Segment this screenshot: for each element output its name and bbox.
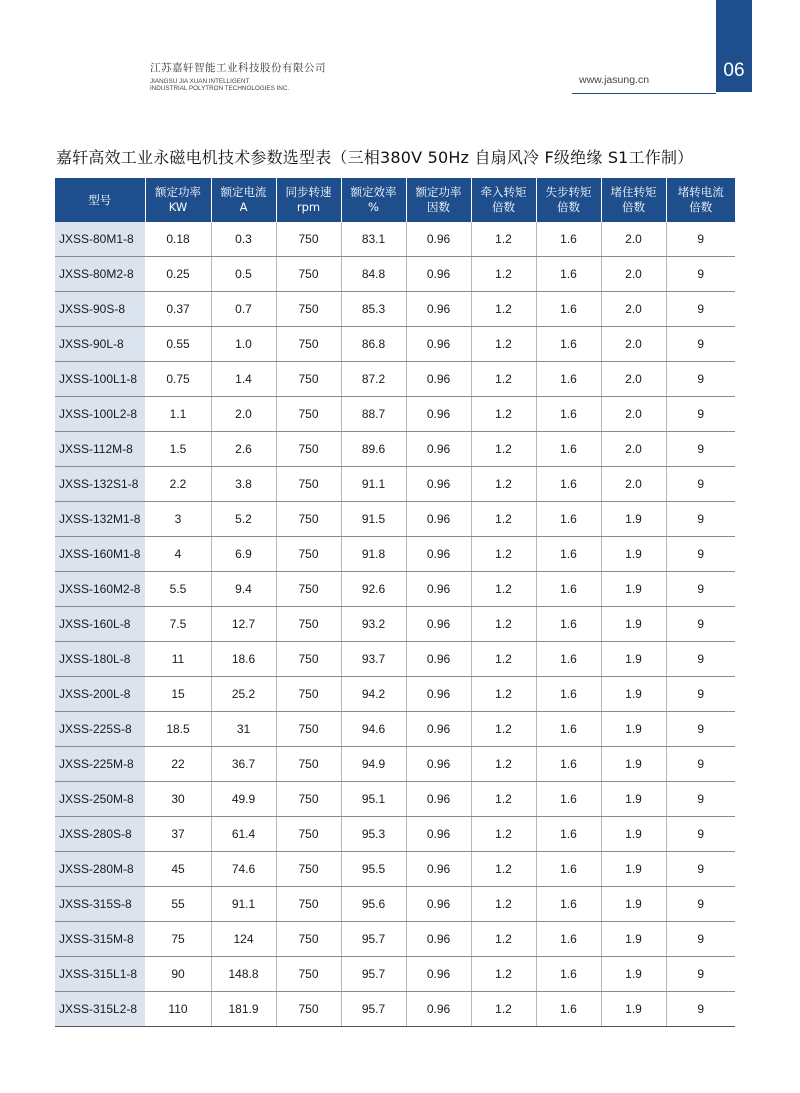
header-line2: A (239, 200, 248, 214)
cell-locked-current: 9 (666, 992, 735, 1027)
cell-locked-current: 9 (666, 292, 735, 327)
cell-rated-power: 0.55 (145, 327, 211, 362)
cell-power-factor: 0.96 (406, 572, 471, 607)
cell-rated-current: 49.9 (211, 782, 276, 817)
cell-rated-current: 2.0 (211, 397, 276, 432)
header-line2: 倍数 (622, 200, 645, 214)
cell-rated-current: 74.6 (211, 852, 276, 887)
table-row (55, 362, 735, 397)
cell-rated-current: 2.6 (211, 432, 276, 467)
cell-rated-current: 181.9 (211, 992, 276, 1027)
cell-pull-out-torque: 1.6 (536, 432, 601, 467)
cell-model: JXSS-200L-8 (55, 677, 145, 712)
cell-power-factor: 0.96 (406, 607, 471, 642)
cell-model: JXSS-160L-8 (55, 607, 145, 642)
page-number-tab (716, 0, 752, 92)
cell-power-factor: 0.96 (406, 537, 471, 572)
cell-rated-current: 5.2 (211, 502, 276, 537)
header-line1: 额定效率 (350, 185, 397, 199)
cell-locked-current: 9 (666, 327, 735, 362)
cell-pull-out-torque: 1.6 (536, 257, 601, 292)
cell-locked-current: 9 (666, 677, 735, 712)
cell-pull-in-torque: 1.2 (471, 607, 536, 642)
cell-locked-current: 9 (666, 782, 735, 817)
cell-rated-current: 0.3 (211, 222, 276, 257)
cell-rated-power: 75 (145, 922, 211, 957)
header-locked-torque (601, 178, 666, 222)
cell-locked-torque: 1.9 (601, 817, 666, 852)
cell-pull-out-torque: 1.6 (536, 222, 601, 257)
cell-sync-speed: 750 (276, 467, 341, 502)
cell-pull-out-torque: 1.6 (536, 292, 601, 327)
cell-rated-efficiency: 83.1 (341, 222, 406, 257)
cell-pull-out-torque: 1.6 (536, 502, 601, 537)
cell-pull-in-torque: 1.2 (471, 362, 536, 397)
cell-rated-power: 0.75 (145, 362, 211, 397)
table-row (55, 292, 735, 327)
header-locked-current (666, 178, 735, 222)
table-row (55, 397, 735, 432)
cell-model: JXSS-315L1-8 (55, 957, 145, 992)
cell-locked-torque: 2.0 (601, 257, 666, 292)
cell-pull-out-torque: 1.6 (536, 957, 601, 992)
cell-sync-speed: 750 (276, 432, 341, 467)
cell-locked-current: 9 (666, 397, 735, 432)
header-line1: 牵入转矩 (480, 185, 527, 199)
header-line2: KW (168, 200, 188, 214)
table-row (55, 502, 735, 537)
header-line1: 堵转电流 (677, 185, 724, 199)
cell-sync-speed: 750 (276, 537, 341, 572)
header-line2: 倍数 (492, 200, 515, 214)
header-line1: 失步转矩 (545, 185, 592, 199)
cell-pull-out-torque: 1.6 (536, 852, 601, 887)
cell-model: JXSS-90S-8 (55, 292, 145, 327)
header-pull-in-torque (471, 178, 536, 222)
cell-locked-torque: 2.0 (601, 467, 666, 502)
cell-pull-in-torque: 1.2 (471, 677, 536, 712)
cell-rated-efficiency: 84.8 (341, 257, 406, 292)
table-row (55, 992, 735, 1027)
cell-rated-current: 9.4 (211, 572, 276, 607)
cell-sync-speed: 750 (276, 397, 341, 432)
cell-power-factor: 0.96 (406, 467, 471, 502)
cell-rated-current: 61.4 (211, 817, 276, 852)
cell-power-factor: 0.96 (406, 747, 471, 782)
cell-rated-efficiency: 89.6 (341, 432, 406, 467)
cell-pull-in-torque: 1.2 (471, 222, 536, 257)
header-row (55, 178, 735, 222)
cell-locked-torque: 1.9 (601, 677, 666, 712)
cell-power-factor: 0.96 (406, 257, 471, 292)
cell-rated-efficiency: 87.2 (341, 362, 406, 397)
header-rated-efficiency (341, 178, 406, 222)
cell-locked-torque: 1.9 (601, 887, 666, 922)
header-line1: 额定电流 (220, 185, 267, 199)
cell-model: JXSS-80M2-8 (55, 257, 145, 292)
cell-rated-power: 15 (145, 677, 211, 712)
table-row (55, 747, 735, 782)
cell-sync-speed: 750 (276, 642, 341, 677)
cell-rated-power: 30 (145, 782, 211, 817)
cell-locked-current: 9 (666, 852, 735, 887)
cell-rated-power: 0.37 (145, 292, 211, 327)
cell-locked-current: 9 (666, 467, 735, 502)
cell-pull-out-torque: 1.6 (536, 607, 601, 642)
header-line2: % (368, 200, 379, 214)
cell-pull-out-torque: 1.6 (536, 362, 601, 397)
table-header (55, 178, 735, 222)
cell-pull-out-torque: 1.6 (536, 677, 601, 712)
cell-pull-in-torque: 1.2 (471, 817, 536, 852)
cell-sync-speed: 750 (276, 887, 341, 922)
cell-pull-in-torque: 1.2 (471, 257, 536, 292)
cell-rated-power: 22 (145, 747, 211, 782)
cell-rated-efficiency: 95.5 (341, 852, 406, 887)
cell-pull-in-torque: 1.2 (471, 467, 536, 502)
cell-rated-efficiency: 95.7 (341, 922, 406, 957)
cell-pull-in-torque: 1.2 (471, 292, 536, 327)
cell-locked-current: 9 (666, 362, 735, 397)
cell-locked-current: 9 (666, 222, 735, 257)
cell-locked-current: 9 (666, 572, 735, 607)
motor-parameter-table (55, 178, 735, 1027)
cell-pull-in-torque: 1.2 (471, 432, 536, 467)
cell-model: JXSS-225S-8 (55, 712, 145, 747)
cell-rated-current: 124 (211, 922, 276, 957)
header-line1: 同步转速 (285, 185, 332, 199)
cell-power-factor: 0.96 (406, 397, 471, 432)
cell-power-factor: 0.96 (406, 222, 471, 257)
table-row (55, 537, 735, 572)
header-sync-speed (276, 178, 341, 222)
company-name-en-line2: INDUSTRIAL POLYTRON TECHNOLOGIES INC. (150, 85, 290, 93)
cell-model: JXSS-112M-8 (55, 432, 145, 467)
cell-model: JXSS-280M-8 (55, 852, 145, 887)
cell-pull-out-torque: 1.6 (536, 572, 601, 607)
header-model (55, 178, 145, 222)
cell-rated-power: 37 (145, 817, 211, 852)
cell-rated-efficiency: 88.7 (341, 397, 406, 432)
header-line2: 倍数 (557, 200, 580, 214)
cell-pull-out-torque: 1.6 (536, 642, 601, 677)
cell-power-factor: 0.96 (406, 887, 471, 922)
cell-power-factor: 0.96 (406, 642, 471, 677)
cell-locked-torque: 2.0 (601, 222, 666, 257)
table-row (55, 572, 735, 607)
cell-locked-torque: 1.9 (601, 642, 666, 677)
cell-model: JXSS-225M-8 (55, 747, 145, 782)
cell-locked-current: 9 (666, 257, 735, 292)
cell-rated-current: 12.7 (211, 607, 276, 642)
cell-rated-power: 45 (145, 852, 211, 887)
cell-sync-speed: 750 (276, 327, 341, 362)
cell-rated-efficiency: 94.9 (341, 747, 406, 782)
cell-power-factor: 0.96 (406, 992, 471, 1027)
cell-pull-out-torque: 1.6 (536, 747, 601, 782)
cell-locked-torque: 1.9 (601, 922, 666, 957)
cell-power-factor: 0.96 (406, 362, 471, 397)
table-row (55, 222, 735, 257)
cell-pull-in-torque: 1.2 (471, 537, 536, 572)
cell-locked-torque: 2.0 (601, 362, 666, 397)
cell-pull-in-torque: 1.2 (471, 747, 536, 782)
cell-pull-out-torque: 1.6 (536, 887, 601, 922)
cell-rated-efficiency: 95.6 (341, 887, 406, 922)
table-body (55, 222, 735, 1027)
cell-pull-out-torque: 1.6 (536, 712, 601, 747)
cell-rated-current: 31 (211, 712, 276, 747)
cell-rated-efficiency: 92.6 (341, 572, 406, 607)
page-title: 嘉轩高效工业永磁电机技术参数选型表（三相380V 50Hz 自扇风冷 F级绝缘 S1工作制） (56, 148, 694, 167)
cell-power-factor: 0.96 (406, 432, 471, 467)
table-row (55, 432, 735, 467)
cell-pull-out-torque: 1.6 (536, 537, 601, 572)
cell-rated-efficiency: 93.2 (341, 607, 406, 642)
company-block (150, 63, 326, 93)
cell-model: JXSS-132M1-8 (55, 502, 145, 537)
cell-rated-power: 18.5 (145, 712, 211, 747)
company-name-cn: 江苏嘉轩智能工业科技股份有限公司 (150, 62, 326, 74)
cell-locked-current: 9 (666, 747, 735, 782)
cell-rated-efficiency: 91.1 (341, 467, 406, 502)
cell-pull-in-torque: 1.2 (471, 957, 536, 992)
header-line2: rpm (296, 200, 321, 214)
cell-locked-torque: 1.9 (601, 572, 666, 607)
cell-rated-efficiency: 95.3 (341, 817, 406, 852)
cell-sync-speed: 750 (276, 922, 341, 957)
table-row (55, 327, 735, 362)
cell-locked-torque: 2.0 (601, 327, 666, 362)
cell-pull-in-torque: 1.2 (471, 572, 536, 607)
cell-rated-power: 1.5 (145, 432, 211, 467)
cell-pull-in-torque: 1.2 (471, 642, 536, 677)
cell-rated-current: 6.9 (211, 537, 276, 572)
cell-model: JXSS-100L2-8 (55, 397, 145, 432)
header-rated-power (145, 178, 211, 222)
cell-locked-current: 9 (666, 607, 735, 642)
page-number: 06 (723, 60, 745, 81)
cell-locked-torque: 1.9 (601, 502, 666, 537)
header-rated-current (211, 178, 276, 222)
cell-rated-current: 3.8 (211, 467, 276, 502)
cell-sync-speed: 750 (276, 852, 341, 887)
cell-rated-current: 148.8 (211, 957, 276, 992)
cell-rated-power: 11 (145, 642, 211, 677)
cell-pull-out-torque: 1.6 (536, 782, 601, 817)
table-row (55, 782, 735, 817)
cell-pull-out-torque: 1.6 (536, 992, 601, 1027)
table-row (55, 957, 735, 992)
cell-rated-power: 7.5 (145, 607, 211, 642)
cell-sync-speed: 750 (276, 747, 341, 782)
cell-locked-torque: 1.9 (601, 712, 666, 747)
cell-rated-efficiency: 95.7 (341, 957, 406, 992)
cell-model: JXSS-315L2-8 (55, 992, 145, 1027)
cell-power-factor: 0.96 (406, 922, 471, 957)
cell-sync-speed: 750 (276, 607, 341, 642)
cell-model: JXSS-100L1-8 (55, 362, 145, 397)
cell-model: JXSS-160M1-8 (55, 537, 145, 572)
cell-rated-power: 110 (145, 992, 211, 1027)
table-row (55, 852, 735, 887)
cell-rated-power: 0.18 (145, 222, 211, 257)
cell-rated-current: 25.2 (211, 677, 276, 712)
cell-locked-current: 9 (666, 887, 735, 922)
cell-rated-power: 4 (145, 537, 211, 572)
cell-rated-power: 5.5 (145, 572, 211, 607)
cell-model: JXSS-80M1-8 (55, 222, 145, 257)
cell-locked-current: 9 (666, 432, 735, 467)
cell-locked-torque: 1.9 (601, 747, 666, 782)
cell-rated-efficiency: 91.8 (341, 537, 406, 572)
cell-sync-speed: 750 (276, 292, 341, 327)
cell-rated-efficiency: 94.2 (341, 677, 406, 712)
cell-rated-current: 1.4 (211, 362, 276, 397)
cell-locked-torque: 1.9 (601, 852, 666, 887)
header-line1: 额定功率 (415, 185, 462, 199)
cell-pull-in-torque: 1.2 (471, 397, 536, 432)
header-line2: 倍数 (689, 200, 713, 214)
cell-sync-speed: 750 (276, 572, 341, 607)
cell-model: JXSS-315S-8 (55, 887, 145, 922)
header-divider (572, 93, 716, 94)
table-row (55, 712, 735, 747)
cell-rated-current: 18.6 (211, 642, 276, 677)
cell-rated-current: 36.7 (211, 747, 276, 782)
cell-rated-current: 0.5 (211, 257, 276, 292)
cell-rated-efficiency: 94.6 (341, 712, 406, 747)
header-line2: 因数 (427, 200, 450, 214)
cell-rated-power: 90 (145, 957, 211, 992)
cell-sync-speed: 750 (276, 992, 341, 1027)
cell-sync-speed: 750 (276, 257, 341, 292)
table-row (55, 642, 735, 677)
cell-rated-power: 3 (145, 502, 211, 537)
cell-power-factor: 0.96 (406, 327, 471, 362)
table-row (55, 817, 735, 852)
cell-locked-torque: 2.0 (601, 292, 666, 327)
cell-pull-in-torque: 1.2 (471, 992, 536, 1027)
cell-rated-efficiency: 91.5 (341, 502, 406, 537)
cell-locked-current: 9 (666, 817, 735, 852)
cell-locked-torque: 2.0 (601, 397, 666, 432)
cell-rated-efficiency: 93.7 (341, 642, 406, 677)
cell-model: JXSS-160M2-8 (55, 572, 145, 607)
cell-pull-out-torque: 1.6 (536, 327, 601, 362)
header-line1: 堵住转矩 (610, 185, 657, 199)
cell-pull-in-torque: 1.2 (471, 782, 536, 817)
company-name-en (150, 78, 326, 94)
cell-locked-current: 9 (666, 642, 735, 677)
cell-model: JXSS-132S1-8 (55, 467, 145, 502)
cell-rated-current: 0.7 (211, 292, 276, 327)
cell-rated-power: 1.1 (145, 397, 211, 432)
cell-locked-current: 9 (666, 502, 735, 537)
cell-model: JXSS-315M-8 (55, 922, 145, 957)
cell-rated-power: 2.2 (145, 467, 211, 502)
cell-power-factor: 0.96 (406, 677, 471, 712)
table-row (55, 257, 735, 292)
cell-pull-out-torque: 1.6 (536, 817, 601, 852)
cell-locked-torque: 2.0 (601, 432, 666, 467)
cell-locked-torque: 1.9 (601, 992, 666, 1027)
cell-locked-torque: 1.9 (601, 782, 666, 817)
cell-locked-current: 9 (666, 922, 735, 957)
company-name-en-line1: JIANGSU JIA XUAN INTELLIGENT (150, 77, 250, 85)
cell-model: JXSS-280S-8 (55, 817, 145, 852)
cell-pull-in-torque: 1.2 (471, 852, 536, 887)
cell-power-factor: 0.96 (406, 782, 471, 817)
cell-rated-current: 1.0 (211, 327, 276, 362)
cell-sync-speed: 750 (276, 502, 341, 537)
cell-locked-current: 9 (666, 712, 735, 747)
cell-locked-torque: 1.9 (601, 607, 666, 642)
cell-rated-efficiency: 86.8 (341, 327, 406, 362)
cell-rated-power: 55 (145, 887, 211, 922)
cell-locked-torque: 1.9 (601, 537, 666, 572)
cell-sync-speed: 750 (276, 957, 341, 992)
table-row (55, 887, 735, 922)
cell-rated-current: 91.1 (211, 887, 276, 922)
website-url: www.jasung.cn (579, 74, 650, 86)
table-row (55, 607, 735, 642)
cell-sync-speed: 750 (276, 782, 341, 817)
cell-pull-in-torque: 1.2 (471, 327, 536, 362)
cell-rated-efficiency: 95.1 (341, 782, 406, 817)
cell-pull-out-torque: 1.6 (536, 467, 601, 502)
cell-sync-speed: 750 (276, 362, 341, 397)
cell-power-factor: 0.96 (406, 957, 471, 992)
cell-sync-speed: 750 (276, 222, 341, 257)
cell-model: JXSS-250M-8 (55, 782, 145, 817)
table-row (55, 922, 735, 957)
cell-pull-in-torque: 1.2 (471, 502, 536, 537)
cell-power-factor: 0.96 (406, 292, 471, 327)
table-row (55, 467, 735, 502)
cell-model: JXSS-90L-8 (55, 327, 145, 362)
cell-pull-in-torque: 1.2 (471, 712, 536, 747)
cell-power-factor: 0.96 (406, 712, 471, 747)
cell-rated-power: 0.25 (145, 257, 211, 292)
cell-locked-current: 9 (666, 537, 735, 572)
cell-sync-speed: 750 (276, 677, 341, 712)
cell-rated-efficiency: 85.3 (341, 292, 406, 327)
header-line1: 额定功率 (155, 185, 201, 199)
cell-sync-speed: 750 (276, 817, 341, 852)
header-pull-out-torque (536, 178, 601, 222)
table-row (55, 677, 735, 712)
cell-sync-speed: 750 (276, 712, 341, 747)
cell-pull-in-torque: 1.2 (471, 922, 536, 957)
cell-pull-in-torque: 1.2 (471, 887, 536, 922)
cell-pull-out-torque: 1.6 (536, 397, 601, 432)
header-line1: 型号 (88, 192, 112, 207)
cell-pull-out-torque: 1.6 (536, 922, 601, 957)
cell-locked-torque: 1.9 (601, 957, 666, 992)
cell-rated-efficiency: 95.7 (341, 992, 406, 1027)
header-power-factor (406, 178, 471, 222)
cell-model: JXSS-180L-8 (55, 642, 145, 677)
cell-power-factor: 0.96 (406, 502, 471, 537)
cell-locked-current: 9 (666, 957, 735, 992)
cell-power-factor: 0.96 (406, 852, 471, 887)
cell-power-factor: 0.96 (406, 817, 471, 852)
